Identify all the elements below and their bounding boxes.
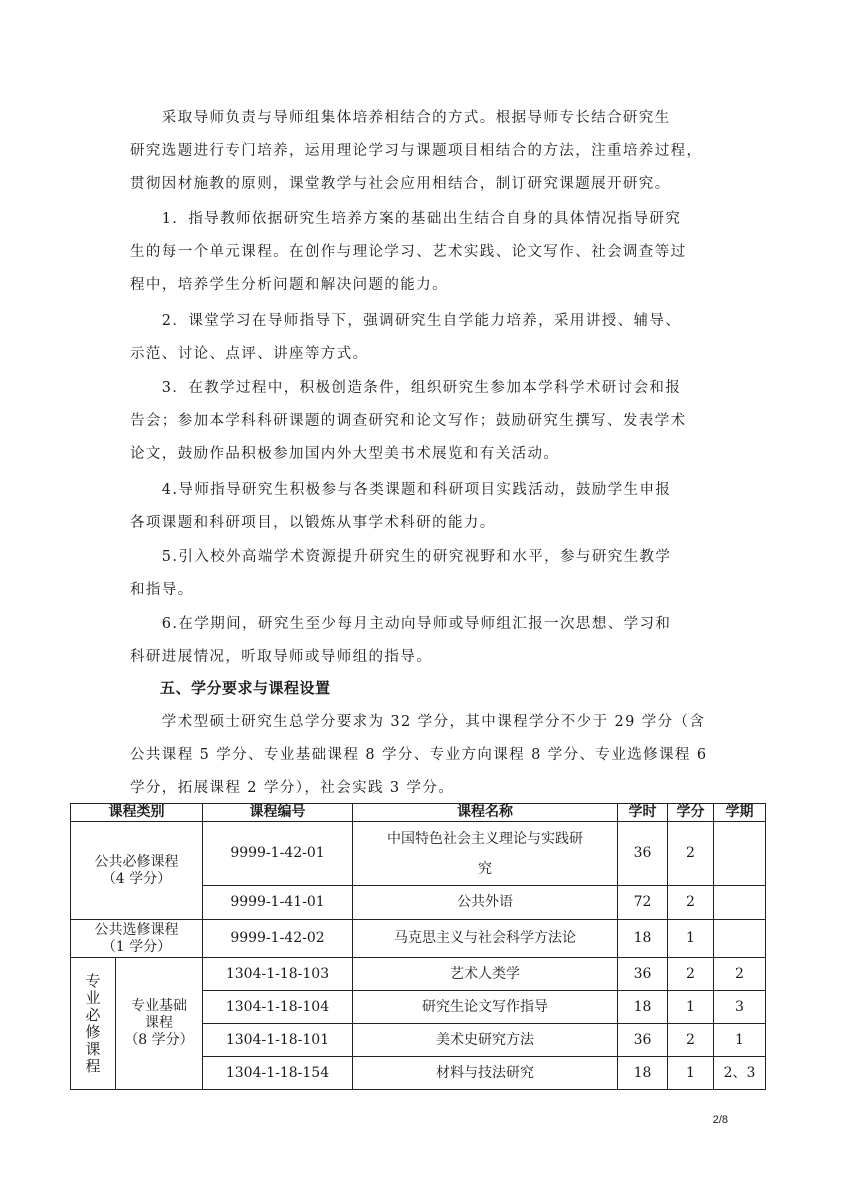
paragraph-line: 3．在教学过程中，积极创造条件，组织研究生参加本学科学术研讨会和报 — [130, 380, 682, 396]
course-hours: 72 — [618, 886, 668, 920]
course-term: 2 — [714, 958, 766, 991]
course-credits: 2 — [668, 886, 714, 920]
header-credits: 学分 — [668, 804, 714, 822]
paragraph — [130, 372, 718, 471]
course-name: 艺术人类学 — [353, 958, 618, 991]
paragraph — [130, 203, 718, 302]
cell-line: （1 学分） — [101, 938, 172, 955]
course-name: 公共外语 — [353, 886, 618, 920]
course-credits: 1 — [668, 991, 714, 1024]
paragraph-line: 1．指导教师依据研究生培养方案的基础出生结合自身的具体情况指导研究 — [130, 211, 682, 227]
cell-line: 中国特色社会主义理论与实践研 — [387, 830, 583, 847]
paragraph-line: 科研进展情况，听取导师或导师组的指导。 — [130, 649, 433, 665]
course-hours: 18 — [618, 991, 668, 1024]
paragraph-line: 6.在学期间，研究生至少每月主动向导师或导师组汇报一次思想、学习和 — [130, 616, 672, 632]
paragraph-line: 5.引入校外高端学术资源提升研究生的研究视野和水平，参与研究生教学 — [130, 549, 672, 565]
category-major-required — [71, 958, 116, 1090]
table-row — [71, 958, 766, 991]
table-row — [71, 822, 766, 886]
paragraph-line: 告会；参加本学科科研课题的调查研究和论文写作；鼓励研究生撰写、发表学术 — [130, 413, 687, 429]
paragraph — [130, 474, 718, 540]
credit-paragraph — [130, 706, 718, 805]
paragraph-line: 研究选题进行专门培养，运用理论学习与课题项目相结合的方法，注重培养过程， — [130, 143, 703, 159]
course-name — [353, 822, 618, 886]
cell-line: 业 — [85, 988, 101, 1007]
cell-line: 专业基础 — [131, 998, 187, 1014]
cell-line: （4 学分） — [101, 870, 172, 887]
subcategory-major-basic — [116, 958, 203, 1090]
category-public-elective — [71, 920, 203, 958]
category-public-required — [71, 822, 203, 920]
course-code: 1304-1-18-101 — [203, 1024, 353, 1057]
course-code: 9999-1-42-01 — [203, 822, 353, 886]
course-term — [714, 886, 766, 920]
course-code: 9999-1-42-02 — [203, 920, 353, 958]
course-name: 马克思主义与社会科学方法论 — [353, 920, 618, 958]
paragraph-line: 程中，培养学生分析问题和解决问题的能力。 — [130, 277, 448, 293]
cell-line: 公共必修课程 — [94, 853, 179, 870]
paragraph-line: 论文，鼓励作品积极参加国内外大型美书术展览和有关活动。 — [130, 446, 560, 462]
paragraph-line: 学分，拓展课程 2 学分），社会实践 3 学分。 — [130, 780, 455, 796]
course-credits: 2 — [668, 1024, 714, 1057]
course-name: 研究生论文写作指导 — [353, 991, 618, 1024]
course-hours: 36 — [618, 958, 668, 991]
course-code: 1304-1-18-103 — [203, 958, 353, 991]
course-term: 1 — [714, 1024, 766, 1057]
course-code: 1304-1-18-154 — [203, 1057, 353, 1090]
header-category: 课程类别 — [71, 804, 203, 822]
cell-line: （8 学分） — [124, 1032, 194, 1048]
cell-line: 公共选修课程 — [94, 921, 179, 938]
course-name: 材料与技法研究 — [353, 1057, 618, 1090]
page-number: 2/8 — [712, 1114, 728, 1126]
header-name: 课程名称 — [353, 804, 618, 822]
cell-line: 课 — [85, 1039, 101, 1058]
paragraph — [130, 541, 718, 607]
course-term — [714, 822, 766, 886]
paragraph-line: 采取导师负责与导师组集体培养相结合的方式。根据导师专长结合研究生 — [130, 110, 671, 126]
course-credits: 1 — [668, 1057, 714, 1090]
course-term: 3 — [714, 991, 766, 1024]
paragraph-line: 各项课题和科研项目，以锻炼从事学术科研的能力。 — [130, 515, 496, 531]
header-term: 学期 — [714, 804, 766, 822]
course-credits: 2 — [668, 822, 714, 886]
course-hours: 18 — [618, 920, 668, 958]
course-name: 美术史研究方法 — [353, 1024, 618, 1057]
table-header-row — [71, 804, 766, 822]
paragraph-line: 4.导师指导研究生积极参与各类课题和科研项目实践活动，鼓励学生申报 — [130, 482, 672, 498]
cell-line: 课程 — [145, 1015, 173, 1031]
cell-line: 专 — [85, 971, 101, 990]
paragraph-line: 公共课程 5 学分、专业基础课程 8 学分、专业方向课程 8 学分、专业选修课程 6 — [130, 747, 708, 763]
cell-line: 究 — [478, 860, 492, 877]
paragraph-line: 生的每一个单元课程。在创作与理论学习、艺术实践、论文写作、社会调查等过 — [130, 244, 687, 260]
header-code: 课程编号 — [203, 804, 353, 822]
course-credits: 1 — [668, 920, 714, 958]
course-hours: 18 — [618, 1057, 668, 1090]
paragraph-line: 和指导。 — [130, 582, 194, 598]
course-table — [70, 803, 766, 1090]
paragraph — [130, 305, 718, 371]
course-term — [714, 920, 766, 958]
course-term: 2、3 — [714, 1057, 766, 1090]
cell-line: 修 — [85, 1022, 101, 1041]
course-code: 1304-1-18-104 — [203, 991, 353, 1024]
header-hours: 学时 — [618, 804, 668, 822]
course-code: 9999-1-41-01 — [203, 886, 353, 920]
paragraph-line: 贯彻因材施教的原则，课堂教学与社会应用相结合，制订研究课题展开研究。 — [130, 176, 671, 192]
course-hours: 36 — [618, 822, 668, 886]
section-heading: 五、学分要求与课程设置 — [160, 679, 331, 697]
paragraph-line: 2．课堂学习在导师指导下，强调研究生自学能力培养，采用讲授、辅导、 — [130, 313, 682, 329]
course-credits: 2 — [668, 958, 714, 991]
cell-line: 必 — [85, 1005, 101, 1024]
cell-line: 程 — [85, 1056, 101, 1075]
paragraph — [130, 102, 718, 201]
paragraph — [130, 608, 718, 674]
course-hours: 36 — [618, 1024, 668, 1057]
table-row — [71, 920, 766, 958]
paragraph-line: 示范、讨论、点评、讲座等方式。 — [130, 346, 369, 362]
paragraph-line: 学术型硕士研究生总学分要求为 32 学分，其中课程学分不少于 29 学分（含 — [130, 714, 706, 730]
